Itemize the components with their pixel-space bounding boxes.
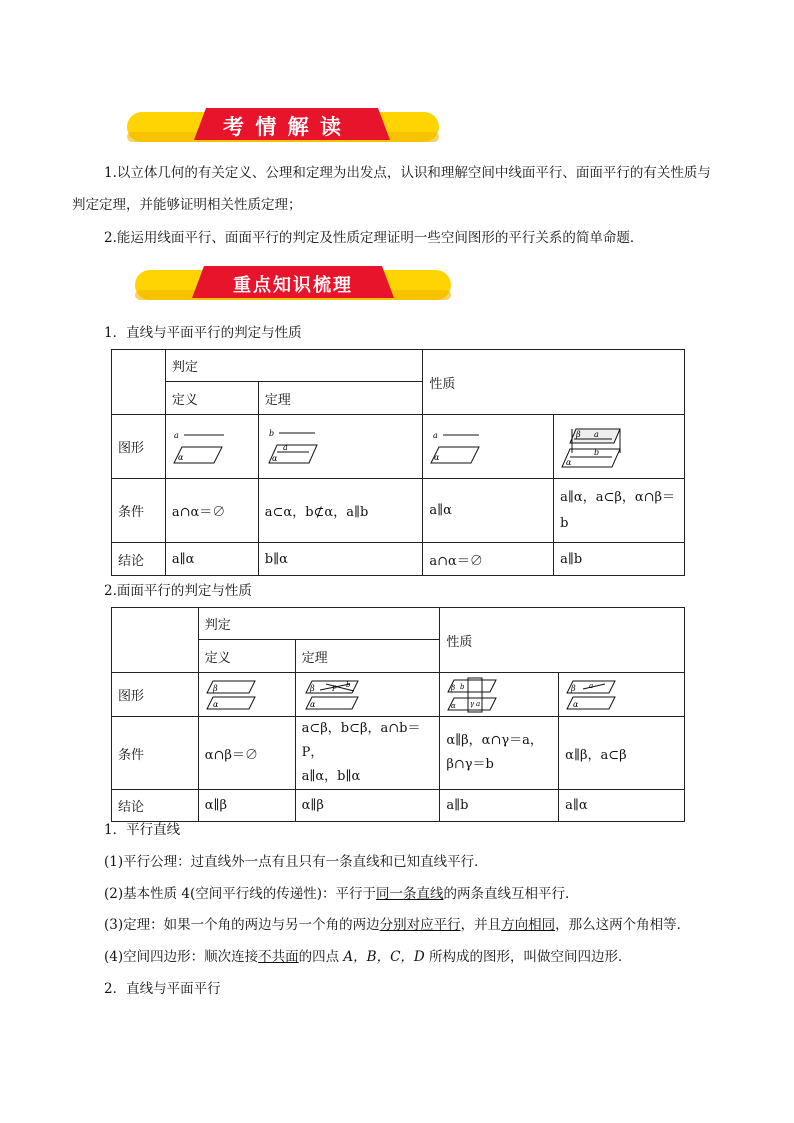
row-label-figure: 图形	[112, 673, 199, 717]
concl-definition: α∥β	[198, 790, 295, 822]
underlined-text: 同一条直线	[376, 886, 444, 902]
intro-line-1: 1.以立体几何的有关定义、公理和定理为出发点，认识和理解空间中线面平行、面面平行的有关性质与	[104, 165, 711, 181]
cond-definition: α∩β＝∅	[198, 717, 295, 790]
label-b: b	[594, 447, 600, 457]
banner-title: 重点知识梳理	[233, 275, 353, 296]
header-definition: 定义	[165, 382, 258, 415]
row-label-condition: 条件	[112, 717, 199, 790]
parallel-axiom: (1)平行公理：过直线外一点有且只有一条直线和已知直线平行．	[104, 854, 488, 870]
line-plane-parallel-table	[111, 349, 685, 576]
banner-title: 考 情 解 读	[223, 115, 343, 139]
cond-property-2: a∥α，a⊂β，α∩β＝b	[554, 479, 685, 543]
header-theorem: 定理	[258, 382, 423, 415]
line-plane-diagram	[429, 425, 489, 469]
corner-cell	[112, 350, 166, 415]
underlined-text: 方向相同	[501, 917, 556, 933]
header-property: 性质	[440, 608, 685, 673]
intro-line-3: 2.能运用线面平行、面面平行的判定及性质定理证明一些空间图形的平行关系的简单命题．	[104, 230, 644, 246]
cond-property-1	[440, 717, 559, 790]
row-label-conclusion: 结论	[112, 543, 166, 576]
concl-theorem: b∥α	[258, 543, 423, 576]
section-banner-zhongdian	[134, 264, 452, 304]
cond-definition: a∩α＝∅	[165, 479, 258, 543]
plane-plane-parallel-table	[111, 607, 685, 822]
label-b: b	[345, 680, 351, 689]
figure-definition	[165, 415, 258, 479]
label-beta: β	[571, 683, 576, 693]
text: (4)空间四边形：顺次连接	[104, 949, 259, 965]
section-title-parallel-lines: 1．平行直线	[104, 822, 181, 838]
text: ，并且	[460, 917, 502, 933]
underlined-text: 不共面	[258, 949, 299, 965]
text: (3)定理：如果一个角的两边与另一个角的两边	[104, 917, 380, 933]
label-a: a	[282, 442, 288, 452]
underlined-text: 分别对应平行	[379, 917, 461, 933]
intro-line-2: 判定定理，并能够证明相关性质定理；	[72, 197, 302, 213]
line-plane-diagram	[172, 425, 232, 469]
text: ，那么这两个角相等．	[555, 917, 691, 933]
cond-theorem-line-2: a∥α，b∥α	[301, 769, 361, 784]
figure-property-2	[559, 673, 685, 717]
label-gamma: γ	[470, 699, 475, 708]
figure-property-1	[423, 415, 554, 479]
cond-property-1: a∥α	[423, 479, 554, 543]
header-property: 性质	[423, 350, 685, 415]
row-label-conclusion: 结论	[112, 790, 199, 822]
section-banner-kaoqing	[126, 106, 440, 146]
figure-theorem	[295, 673, 440, 717]
three-plane-diagram	[446, 676, 502, 714]
text: 所构成的图形，叫做空间四边形．	[424, 949, 632, 965]
figure-property-2	[554, 415, 685, 479]
table1-caption: 1．直线与平面平行的判定与性质	[104, 325, 302, 341]
two-plane-diagram	[302, 677, 362, 713]
table2-caption: 2.面面平行的判定与性质	[104, 583, 252, 599]
cond-theorem: a⊂α，b⊄α，a∥b	[258, 479, 423, 543]
concl-property-2: a∥α	[559, 790, 685, 822]
label-alpha: α	[212, 699, 219, 709]
label-b: b	[268, 428, 274, 438]
points-text: A，B，C，D	[343, 949, 425, 965]
cond-property-2: α∥β，a⊂β	[559, 717, 685, 790]
label-a: a	[476, 699, 481, 708]
label-alpha: α	[309, 699, 316, 709]
cond-property-1-line-2: β∩γ＝b	[446, 757, 494, 772]
two-plane-diagram	[560, 423, 630, 471]
spatial-quadrilateral	[104, 946, 632, 968]
header-definition: 定义	[198, 640, 295, 673]
section-title-line-plane: 2．直线与平面平行	[104, 981, 221, 997]
figure-definition	[198, 673, 295, 717]
label-beta: β	[576, 429, 581, 439]
row-label-figure: 图形	[112, 415, 166, 479]
label-alpha: α	[451, 701, 457, 710]
label-alpha: α	[566, 457, 572, 467]
corner-cell	[112, 608, 199, 673]
label-a: a	[589, 681, 594, 690]
label-b: b	[460, 682, 465, 691]
cond-property-1-line-1: α∥β，α∩γ＝a，	[446, 733, 543, 748]
label-a: a	[594, 429, 599, 439]
line-plane-diagram	[265, 425, 325, 469]
text: 的两条直线互相平行．	[443, 886, 579, 902]
label-beta: β	[309, 683, 315, 693]
angle-theorem	[104, 914, 690, 936]
label-alpha: α	[434, 452, 440, 462]
concl-property-1: a∥b	[440, 790, 559, 822]
concl-definition: a∥α	[165, 543, 258, 576]
cond-theorem	[295, 717, 440, 790]
basic-property-4	[104, 883, 579, 905]
concl-theorem: α∥β	[295, 790, 440, 822]
header-judge: 判定	[198, 608, 440, 640]
two-plane-diagram	[205, 677, 259, 713]
header-judge: 判定	[165, 350, 423, 382]
label-a: a	[173, 430, 179, 440]
label-a: a	[433, 430, 439, 440]
two-plane-diagram	[565, 677, 621, 713]
label-alpha: α	[573, 699, 579, 709]
label-alpha: α	[271, 453, 278, 463]
text: 的四点	[298, 949, 344, 965]
header-theorem: 定理	[295, 640, 440, 673]
row-label-condition: 条件	[112, 479, 166, 543]
concl-property-1: a∩α＝∅	[423, 543, 554, 576]
label-p: P	[331, 684, 337, 693]
figure-property-1	[440, 673, 559, 717]
concl-property-2: a∥b	[554, 543, 685, 576]
label-beta: β	[212, 683, 218, 693]
text: (2)基本性质 4(空间平行线的传递性)：平行于	[104, 886, 377, 902]
figure-theorem	[258, 415, 423, 479]
cond-theorem-line-1: a⊂β，b⊂β，a∩b＝P，	[301, 721, 421, 760]
label-beta: β	[451, 683, 456, 692]
label-alpha: α	[177, 452, 184, 462]
